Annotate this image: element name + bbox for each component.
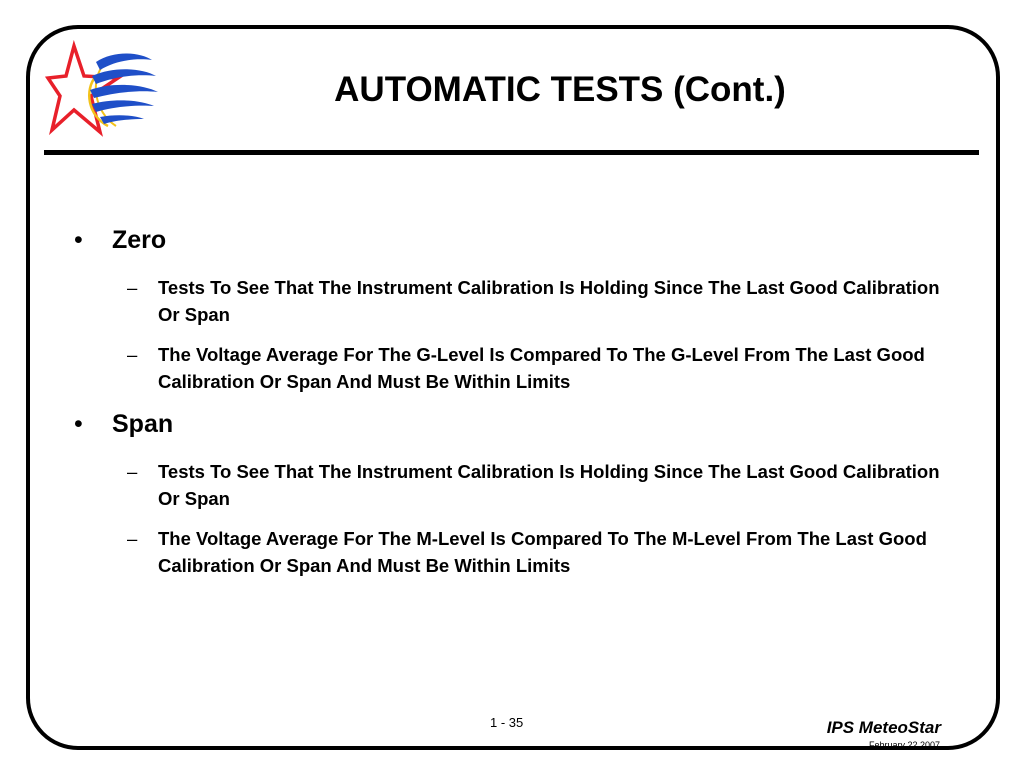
footer-date: February 22,2007 [868, 740, 940, 750]
bullet-marker: • [74, 226, 83, 254]
bullet-marker: • [74, 410, 83, 438]
dash-marker: – [127, 461, 138, 482]
sub-item [70, 341, 950, 395]
page-number: 1 - 35 [490, 715, 524, 730]
sub-item-text: Tests To See That The Instrument Calibration Is Holding Since The Last Good Calibration Or Span [158, 277, 940, 325]
sub-item-text: Tests To See That The Instrument Calibration Is Holding Since The Last Good Calibration Or Span [158, 461, 940, 509]
sub-item [70, 458, 950, 512]
brand-name: IPS MeteoStar [826, 718, 941, 737]
sub-item-text: The Voltage Average For The G-Level Is Compared To The G-Level From The Last Good Calibration Or Span And Must Be Within Limits [158, 344, 925, 392]
bullet-span [70, 408, 950, 440]
dash-marker: – [127, 344, 138, 365]
title-divider [44, 150, 979, 155]
dash-marker: – [127, 277, 138, 298]
slide-body [70, 224, 950, 592]
bullet-heading: Zero [112, 226, 167, 254]
sub-item [70, 525, 950, 579]
slide-title: AUTOMATIC TESTS (Cont.) [334, 70, 786, 109]
bullet-heading: Span [112, 410, 174, 438]
bullet-zero [70, 224, 950, 256]
dash-marker: – [127, 528, 138, 549]
sub-item-text: The Voltage Average For The M-Level Is Compared To The M-Level From The Last Good Calibration Or Span And Must Be Within Limits [158, 528, 927, 576]
sub-item [70, 274, 950, 328]
ips-meteostar-logo-icon [44, 40, 164, 148]
